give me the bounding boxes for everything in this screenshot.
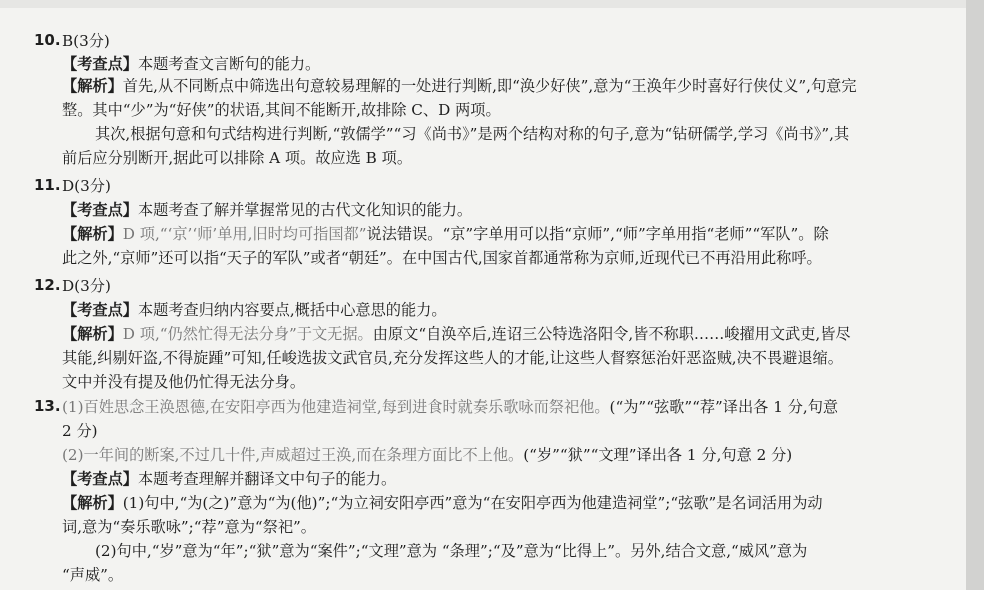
answer-text: B(3分): [62, 32, 110, 50]
jiexi-line: 词,意为“奏乐歌咏”;“荐”意为“祭祀”。: [62, 518, 316, 536]
answer-line: [62, 176, 111, 196]
translation-1: (1)百姓思念王涣恩德,在安阳亭西为他建造祠堂,每到进食时就奏乐歌咏而祭祀他。: [62, 398, 610, 416]
jiexi-label: 【解析】: [62, 77, 123, 95]
jiexi-label: 【解析】: [62, 494, 123, 512]
answer-line: [62, 31, 110, 51]
jiexi-line: [62, 324, 851, 344]
question-number: 13.: [34, 397, 61, 415]
jiexi-quote: D 项,“仍然忙得无法分身”于文无据。: [122, 325, 373, 343]
answer-text: D(3分): [62, 177, 111, 195]
kaocha-text: 本题考查归纳内容要点,概括中心意思的能力。: [137, 301, 447, 319]
jiexi-label: 【解析】: [62, 325, 123, 343]
jiexi-text: 说法错误。“京”字单用可以指“京师”,“师”字单用指“老师”“军队”。除: [366, 225, 829, 243]
kaocha-line: [62, 300, 447, 320]
jiexi-line: 整。其中“少”为“好侠”的状语,其间不能断开,故排除 C、D 两项。: [62, 101, 501, 119]
answer-line: [62, 276, 111, 296]
kaocha-text: 本题考查理解并翻译文中句子的能力。: [137, 470, 397, 488]
jiexi-line: (2)句中,“岁”意为“年”;“狱”意为“案件”;“文理”意为 “条理”;“及”意为“比得上”。另外,结合文意,“威风”意为: [95, 542, 808, 560]
translation-2: (2)一年间的断案,不过几十件,声威超过王涣,而在条理方面比不上他。: [62, 446, 524, 464]
answer-line: [62, 445, 792, 465]
kaocha-line: [62, 54, 320, 74]
jiexi-label: 【解析】: [62, 225, 123, 243]
kaocha-label: 【考查点】: [62, 301, 138, 319]
scoring-2: (“岁”“狱”“文理”译出各 1 分,句意 2 分): [523, 446, 793, 464]
jiexi-line: [62, 76, 857, 96]
answer-text: D(3分): [62, 277, 111, 295]
jiexi-text: 由原文“自涣卒后,连诏三公特选洛阳令,皆不称职……峻擢用文武吏,皆尽: [372, 325, 851, 343]
jiexi-line: 前后应分别断开,据此可以排除 A 项。故应选 B 项。: [62, 149, 413, 167]
jiexi-line: 此之外,“京师”还可以指“天子的军队”或者“朝廷”。在中国古代,国家首都通常称为京师,近现代已不再沿用此称呼。: [62, 249, 822, 267]
answer-line: 2 分): [62, 422, 98, 440]
question-number: 11.: [34, 176, 61, 194]
kaocha-line: [62, 469, 396, 489]
jiexi-quote: D 项,“‘京’‘师’单用,旧时均可指国都”: [122, 225, 367, 243]
kaocha-text: 本题考查了解并掌握常见的古代文化知识的能力。: [137, 201, 473, 219]
jiexi-line: [62, 493, 823, 513]
answer-line: [62, 397, 838, 417]
kaocha-label: 【考查点】: [62, 55, 138, 73]
jiexi-line: 其能,纠剔奸盗,不得旋踵”可知,任峻选拔文武官员,充分发挥这些人的才能,让这些人督察惩治奸恶盗贼,决不畏避退缩。: [62, 349, 843, 367]
kaocha-text: 本题考查文言断句的能力。: [137, 55, 321, 73]
jiexi-text: (1)句中,“为(之)”意为“为(他)”;“为立祠安阳亭西”意为“在安阳亭西为他建造祠堂”;“弦歌”是名词活用为动: [122, 494, 823, 512]
scoring-1: (“为”“弦歌”“荐”译出各 1 分,句意: [609, 398, 839, 416]
question-number: 10.: [34, 31, 61, 49]
page-right-edge: [966, 0, 984, 590]
question-number: 12.: [34, 276, 61, 294]
jiexi-line: 其次,根据句意和句式结构进行判断,“敦儒学”“习《尚书》”是两个结构对称的句子,意为“钻研儒学,学习《尚书》”,其: [95, 125, 850, 143]
jiexi-text: 首先,从不同断点中筛选出句意较易理解的一处进行判断,即“涣少好侠”,意为“王涣年少时喜好行侠仗义”,句意完: [122, 77, 857, 95]
jiexi-line: “声威”。: [62, 566, 124, 584]
jiexi-line: [62, 224, 829, 244]
kaocha-line: [62, 200, 472, 220]
kaocha-label: 【考查点】: [62, 201, 138, 219]
kaocha-label: 【考查点】: [62, 470, 138, 488]
jiexi-line: 文中并没有提及他仍忙得无法分身。: [62, 373, 305, 391]
page-top-edge: [0, 0, 984, 8]
